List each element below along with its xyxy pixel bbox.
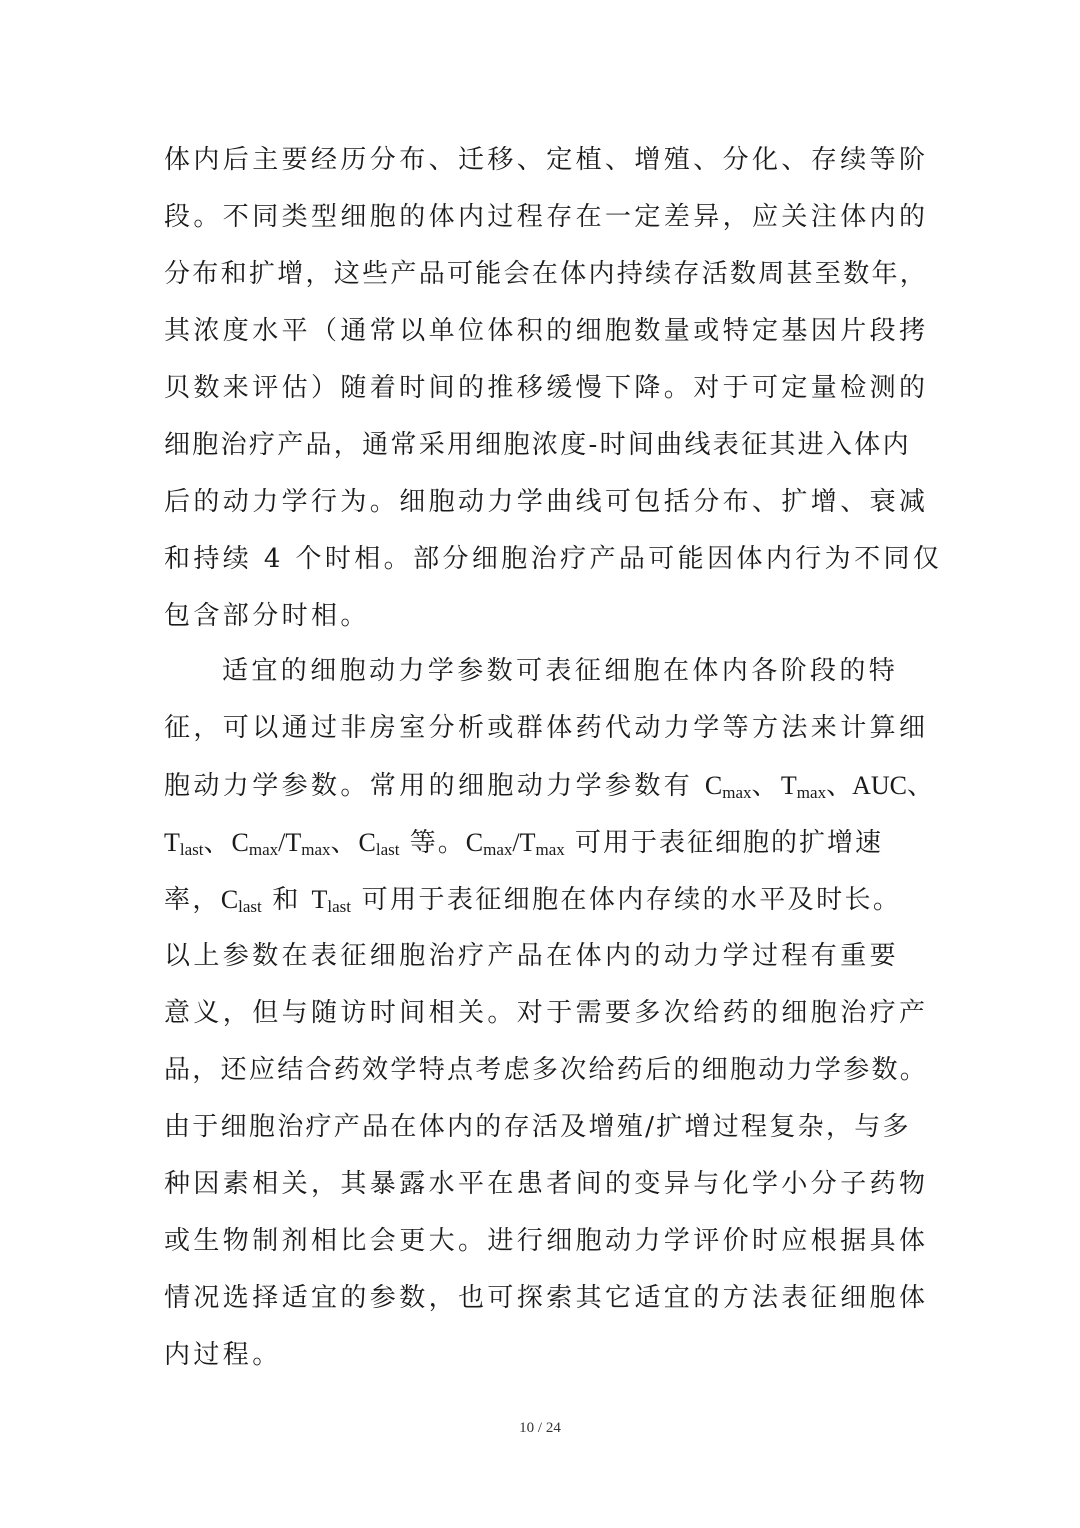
subscript-last: last (179, 840, 204, 859)
text-auc: 、AUC、 (826, 771, 933, 800)
subscript-last: last (327, 897, 351, 916)
symbol-t: T (780, 771, 797, 800)
subscript-max: max (248, 840, 279, 859)
subscript-max: max (796, 783, 827, 802)
subscript-max: max (483, 840, 513, 859)
text-segment: 可用于表征细胞在体内存续的水平及时长。 (351, 885, 902, 915)
subscript-max: max (301, 840, 331, 859)
text-line: 征，可以通过非房室分析或群体药代动力学等方法来计算细 (164, 713, 929, 743)
text-line: 体内后主要经历分布、迁移、定植、增殖、分化、存续等阶 (164, 145, 929, 175)
text-segment: 胞动力学参数。常用的细胞动力学参数有 (164, 771, 705, 801)
text-line: 意义，但与随访时间相关。对于需要多次给药的细胞治疗产 (164, 998, 929, 1028)
symbol-slash-t: /T (278, 828, 302, 857)
text-line: 以上参数在表征细胞治疗产品在体内的动力学过程有重要 (164, 941, 900, 971)
symbol-t: T (164, 828, 180, 857)
text-line: 或生物制剂相比会更大。进行细胞动力学评价时应根据具体 (164, 1226, 929, 1256)
symbol-slash-t: /T (512, 828, 536, 857)
page-number: 10 / 24 (519, 1420, 561, 1436)
text-line: 包含部分时相。 (164, 601, 370, 631)
text-line: 其浓度水平（通常以单位体积的细胞数量或特定基因片段拷 (164, 316, 929, 346)
text-segment: 和 (261, 885, 312, 915)
text-line: 段。不同类型细胞的体内过程存在一定差异，应关注体内的 (164, 202, 929, 232)
symbol-t: T (311, 885, 328, 914)
text-segment: 率， (164, 885, 221, 915)
text-line: 品，还应结合药效学特点考虑多次给药后的细胞动力学参数。 (164, 1055, 929, 1085)
text-line: 后的动力学行为。细胞动力学曲线可包括分布、扩增、衰减 (164, 487, 929, 517)
paragraph-2 (164, 643, 933, 1384)
text-separator: 、 (751, 771, 781, 801)
symbol-c: C (358, 828, 376, 857)
text-line-formula (164, 757, 933, 814)
text-line: 贝数来评估）随着时间的推移缓慢下降。对于可定量检测的 (164, 373, 929, 403)
text-line: 适宜的细胞动力学参数可表征细胞在体内各阶段的特 (222, 656, 899, 686)
text-line-formula (164, 814, 924, 871)
subscript-max: max (535, 840, 565, 859)
text-line: 分布和扩增，这些产品可能会在体内持续存活数周甚至数年， (164, 259, 929, 289)
text-separator: 、 (203, 828, 232, 858)
text-line: 内过程。 (164, 1340, 282, 1370)
text-segment: 等。 (399, 828, 466, 858)
symbol-c: C (465, 828, 484, 857)
subscript-last: last (238, 897, 262, 916)
symbol-c: C (704, 771, 723, 800)
text-line-formula (164, 871, 924, 928)
text-separator: 、 (330, 828, 359, 858)
text-line: 和持续 4 个时相。部分细胞治疗产品可能因体内行为不同仅 (164, 544, 943, 574)
text-line: 由于细胞治疗产品在体内的存活及增殖/扩增过程复杂，与多 (164, 1112, 911, 1142)
text-line: 种因素相关，其暴露水平在患者间的变异与化学小分子药物 (164, 1169, 929, 1199)
text-line: 情况选择适宜的参数，也可探索其它适宜的方法表征细胞体 (164, 1283, 929, 1313)
text-line: 细胞治疗产品，通常采用细胞浓度-时间曲线表征其进入体内 (164, 430, 911, 460)
subscript-max: max (722, 783, 752, 802)
symbol-c: C (220, 885, 239, 914)
paragraph-1 (164, 132, 943, 645)
text-segment: 可用于表征细胞的扩增速 (564, 828, 884, 858)
symbol-c: C (231, 828, 249, 857)
subscript-last: last (375, 840, 400, 859)
